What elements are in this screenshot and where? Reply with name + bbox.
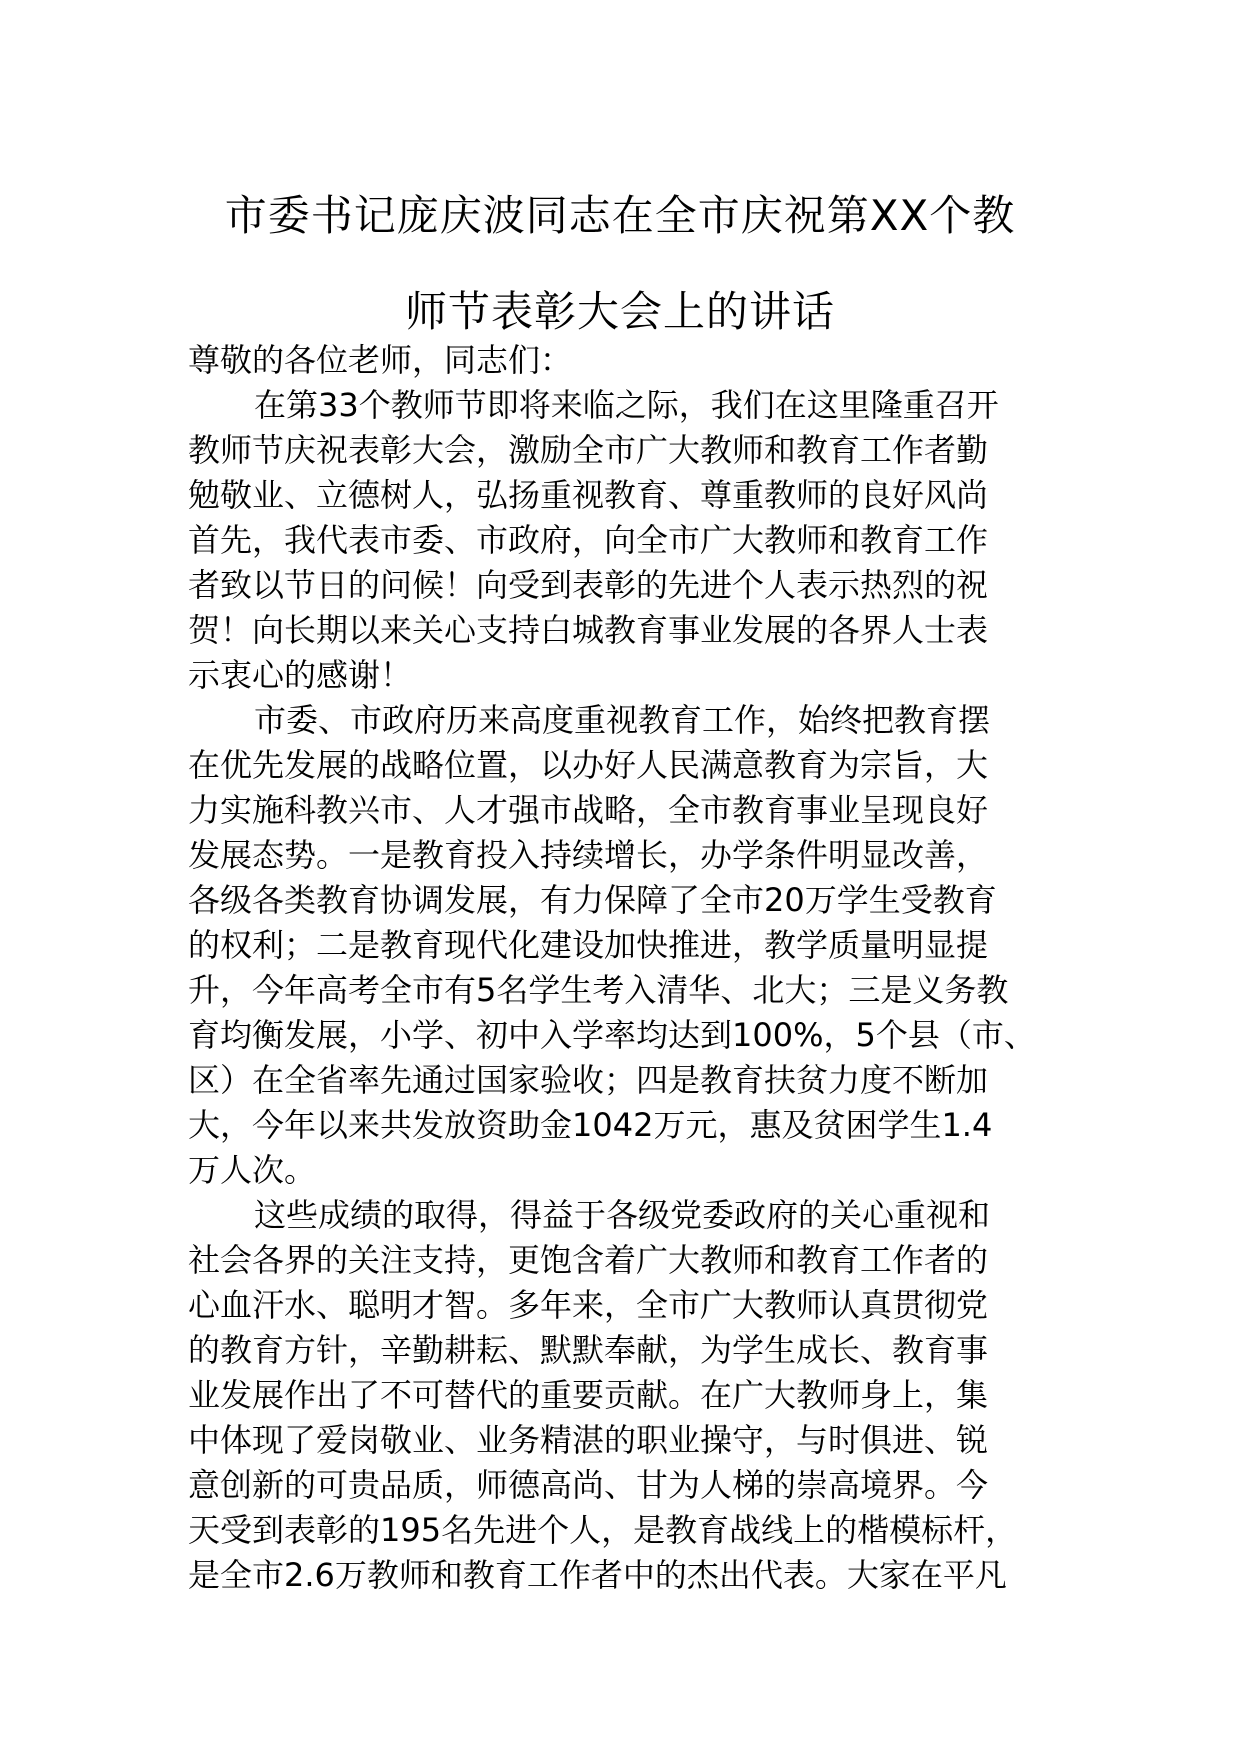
paragraph-line: 是全市2.6万教师和教育工作者中的杰出代表。大家在平凡	[188, 1556, 1007, 1594]
paragraph-line: 的教育方针，辛勤耕耘、默默奉献，为学生成长、教育事	[188, 1331, 989, 1369]
paragraph-line: 社会各界的关注支持，更饱含着广大教师和教育工作者的	[188, 1241, 989, 1279]
paragraph-line: 示衷心的感谢！	[188, 656, 413, 694]
paragraph-line: 者致以节日的问候！向受到表彰的先进个人表示热烈的祝	[188, 566, 989, 604]
paragraph-line: 万人次。	[188, 1151, 317, 1189]
document-title	[180, 168, 1060, 360]
title-line-2: 师节表彰大会上的讲话	[404, 287, 835, 336]
paragraph-line: 育均衡发展，小学、初中入学率均达到100%，5个县（市、	[188, 1016, 1036, 1054]
paragraph-line: 区）在全省率先通过国家验收；四是教育扶贫力度不断加	[188, 1061, 989, 1099]
paragraph-line: 首先，我代表市委、市政府，向全市广大教师和教育工作	[188, 521, 989, 559]
paragraph-line: 在第33个教师节即将来临之际，我们在这里隆重召开	[254, 386, 999, 424]
paragraph-line: 天受到表彰的195名先进个人，是教育战线上的楷模标杆，	[188, 1511, 1018, 1549]
paragraph-line: 发展态势。一是教育投入持续增长，办学条件明显改善，	[188, 836, 989, 874]
paragraph-line: 大，今年以来共发放资助金1042万元，惠及贫困学生1.4	[188, 1106, 993, 1144]
title-line-1: 市委书记庞庆波同志在全市庆祝第XX个教	[224, 191, 1016, 240]
paragraph-line: 这些成绩的取得，得益于各级党委政府的关心重视和	[254, 1196, 991, 1234]
paragraph-line: 业发展作出了不可替代的重要贡献。在广大教师身上，集	[188, 1376, 989, 1414]
paragraph-line: 教师节庆祝表彰大会，激励全市广大教师和教育工作者勤	[188, 431, 989, 469]
salutation: 尊敬的各位老师，同志们：	[188, 341, 573, 379]
paragraph-line: 勉敬业、立德树人，弘扬重视教育、尊重教师的良好风尚	[188, 476, 989, 514]
paragraph-line: 市委、市政府历来高度重视教育工作，始终把教育摆	[254, 701, 991, 739]
paragraph-line: 各级各类教育协调发展，有力保障了全市20万学生受教育	[188, 881, 997, 919]
document-body	[188, 338, 1060, 1598]
paragraph-line: 中体现了爱岗敬业、业务精湛的职业操守，与时俱进、锐	[188, 1421, 989, 1459]
paragraph-line: 意创新的可贵品质，师德高尚、甘为人梯的崇高境界。今	[188, 1466, 989, 1504]
paragraph-line: 贺！向长期以来关心支持白城教育事业发展的各界人士表	[188, 611, 989, 649]
paragraph-line: 心血汗水、聪明才智。多年来，全市广大教师认真贯彻党	[188, 1286, 989, 1324]
paragraph-line: 在优先发展的战略位置，以办好人民满意教育为宗旨，大	[188, 746, 989, 784]
paragraph-line: 的权利；二是教育现代化建设加快推进，教学质量明显提	[188, 926, 989, 964]
paragraph-line: 升，今年高考全市有5名学生考入清华、北大；三是义务教	[188, 971, 1009, 1009]
paragraph-line: 力实施科教兴市、人才强市战略，全市教育事业呈现良好	[188, 791, 989, 829]
